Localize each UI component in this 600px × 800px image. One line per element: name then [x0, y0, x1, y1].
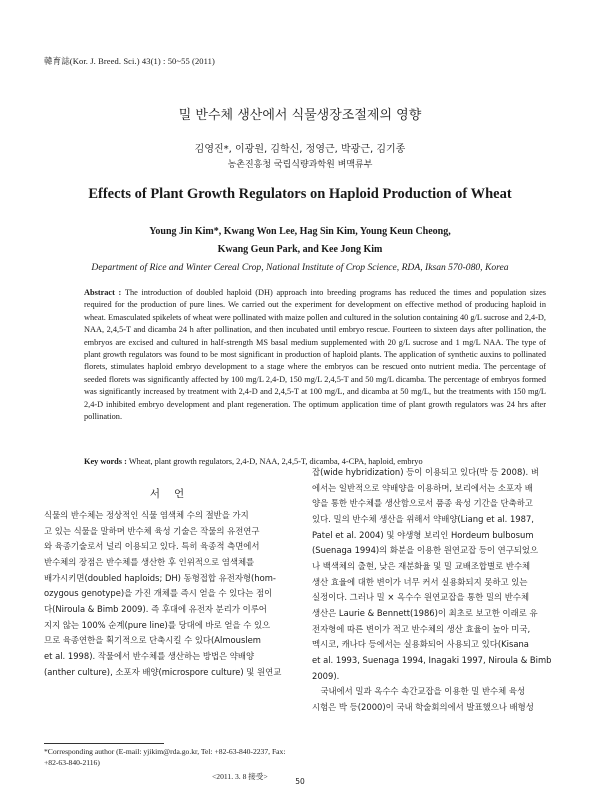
page-number: 50 [295, 777, 305, 786]
body-line: et al. 1998). 작물에서 반수체를 생산하는 방법은 약배양 [44, 650, 255, 661]
body-line: 배가시키면(doubled haploids; DH) 동형접합 유전자형(hom- [44, 572, 276, 583]
body-line: 실정이다. 그러나 밀 × 옥수수 원연교잡을 통한 밀의 반수체 [312, 592, 530, 603]
body-line: 국내에서 밀과 옥수수 속간교잡을 이용한 밀 반수체 육성 [312, 686, 526, 697]
body-line: ozygous genotype)을 가진 개체를 즉시 얻을 수 있다는 점이 [44, 588, 273, 599]
korean-title: 밀 반수체 생산에서 식물생장조절제의 영향 [178, 108, 422, 123]
body-line: 있다. 밀의 반수체 생산을 위해서 약배양(Liang et al. 1987, [312, 513, 534, 524]
body-line: 잡(wide hybridization) 등이 이용되고 있다(박 등 2008). 벼 [312, 467, 539, 477]
body-line: 멕시코, 캐나다 등에서는 실용화되어 사용되고 있다(Kisana [312, 639, 529, 650]
received-date: <2011. 3. 8 接受> [212, 772, 268, 781]
body-line: et al. 1993, Suenaga 1994, Inagaki 1997, Niroula & Bimb [312, 654, 552, 665]
left-column [44, 487, 290, 680]
body-line: 반수체의 장점은 반수체를 생산한 후 인위적으로 염색체를 [44, 556, 255, 567]
journal-header: 韓育誌(Kor. J. Breed. Sci.) 43(1) : 50~55 (2011) [44, 56, 215, 66]
keywords-text: Wheat, plant growth regulators, 2,4-D, NAA, 2,4,5-T, dicamba, 4-CPA, haploid, embryo [128, 457, 423, 466]
korean-authors: 김영진*, 이광원, 김학신, 정영근, 박광근, 김기종 [194, 144, 406, 155]
section-heading: 서언 [149, 488, 199, 500]
english-authors-line-2: Kwang Geun Park, and Kee Jong Kim [217, 244, 383, 255]
body-line: 생산은 Laurie & Bennett(1986)이 최초로 보고한 이래로 유 [312, 607, 538, 618]
right-column [312, 465, 560, 716]
body-line: 나 백색체의 출현, 낮은 재분화율 및 밀 교배조합별로 반수체 [312, 560, 531, 571]
body-line: 고 있는 식물을 말하며 반수체 육성 기술은 작물의 유전연구 [44, 525, 260, 536]
body-line: 지지 않는 100% 순계(pure line)를 당대에 바로 얻을 수 있으 [44, 619, 271, 630]
keywords-label: Key words : [84, 457, 127, 466]
english-authors-line-1: Young Jin Kim*, Kwang Won Lee, Hag Sin Kim, Young Keun Cheong, [149, 226, 451, 237]
abstract [84, 287, 546, 423]
korean-affiliation: 농촌진흥청 국립식량과학원 벼맥류부 [227, 160, 373, 170]
english-title: Effects of Plant Growth Regulators on Haploid Production of Wheat [88, 186, 512, 202]
abstract-label: Abstract : [84, 288, 122, 297]
body-line: 에서는 일반적으로 약배양을 이용하며, 보리에서는 소포자 배 [312, 482, 533, 493]
english-affiliation: Department of Rice and Winter Cereal Crop, National Institute of Crop Science, RDA, Iksan 570-080, Korea [91, 262, 509, 273]
corresponding-author-footnote: *Corresponding author (E-mail: yjikim@rda.go.kr, Tel: +82-63-840-2237, Fax: +82-63-840-2116) [44, 747, 286, 767]
footnote-rule [44, 743, 164, 744]
body-line: 므로 육종연한을 획기적으로 단축시킬 수 있다(Almouslem [44, 635, 261, 646]
body-line: 시험은 박 등(2000)이 국내 학술회의에서 발표했으나 배형성 [312, 701, 534, 712]
abstract-text: The introduction of doubled haploid (DH) approach into breeding programs has reduced the times and population sizes required for the production of pure lines. We carried out the experiment for development on effective method of producing haploid in wheat. Emasculated spikelets of wheat were pollinated with maize pollen and cultured in the solution containing 40 g/L sucrose and 2,4-D, NAA, 2,4,5-T and dicamba 24 h after pollination, and then incubated until embryo rescue. Fourteen to sixteen days after pollination, the embryos are excised and cultured in half-strength MS basal medium supplemented with 20 g/L sucrose and 1 mg/L NAA. The type of plant growth regulators was found to be most significant in production of haploid plants. The application of synthetic auxins to pollinated florets, stimulates haploid embryo development to a stage where the embryos can be rescued onto nutrient media. The percentage of seeded florets was significantly affected by 100 mg/L 2,4-D, 150 mg/L 2,4,5-T and 50 mg/L dicamba. The percentage of embryos formed was significantly increased by treatment with 2,4-D and 2,4,5-T at 100 mg/L, and dicamba at 50 mg/L, but the treatments with 150 mg/L 2,4-D inhibited embryo development and plant regeneration. The optimum application time of plant growth regulators was 24 hrs after pollination. [84, 288, 546, 422]
body-line: 생산 효율에 대한 변이가 너무 커서 실용화되지 못하고 있는 [312, 576, 528, 587]
body-line: 양을 통한 반수체를 생산함으로서 품종 육성 기간을 단축하고 [312, 498, 533, 509]
body-line: 전자형에 따른 변이가 적고 반수체의 생산 효율이 높아 미국, [312, 623, 531, 634]
body-line: 다(Niroula & Bimb 2009). 즉 후대에 유전자 분리가 이루어 [44, 603, 267, 614]
body-line: Patel et al. 2004) 및 야생형 보리인 Hordeum bulbosum [312, 529, 534, 540]
body-line: 식물의 반수체는 정상적인 식물 염색체 수의 절반을 가지 [44, 510, 249, 520]
body-line: 2009). [312, 670, 340, 681]
body-line: (Suenaga 1994)의 화분을 이용한 원연교잡 등이 연구되었으 [312, 545, 539, 556]
body-line: (anther culture), 소포자 배양(microspore culture) 및 원연교 [44, 666, 282, 677]
body-line: 와 육종기술로서 널리 이용되고 있다. 특히 육종적 측면에서 [44, 541, 260, 552]
